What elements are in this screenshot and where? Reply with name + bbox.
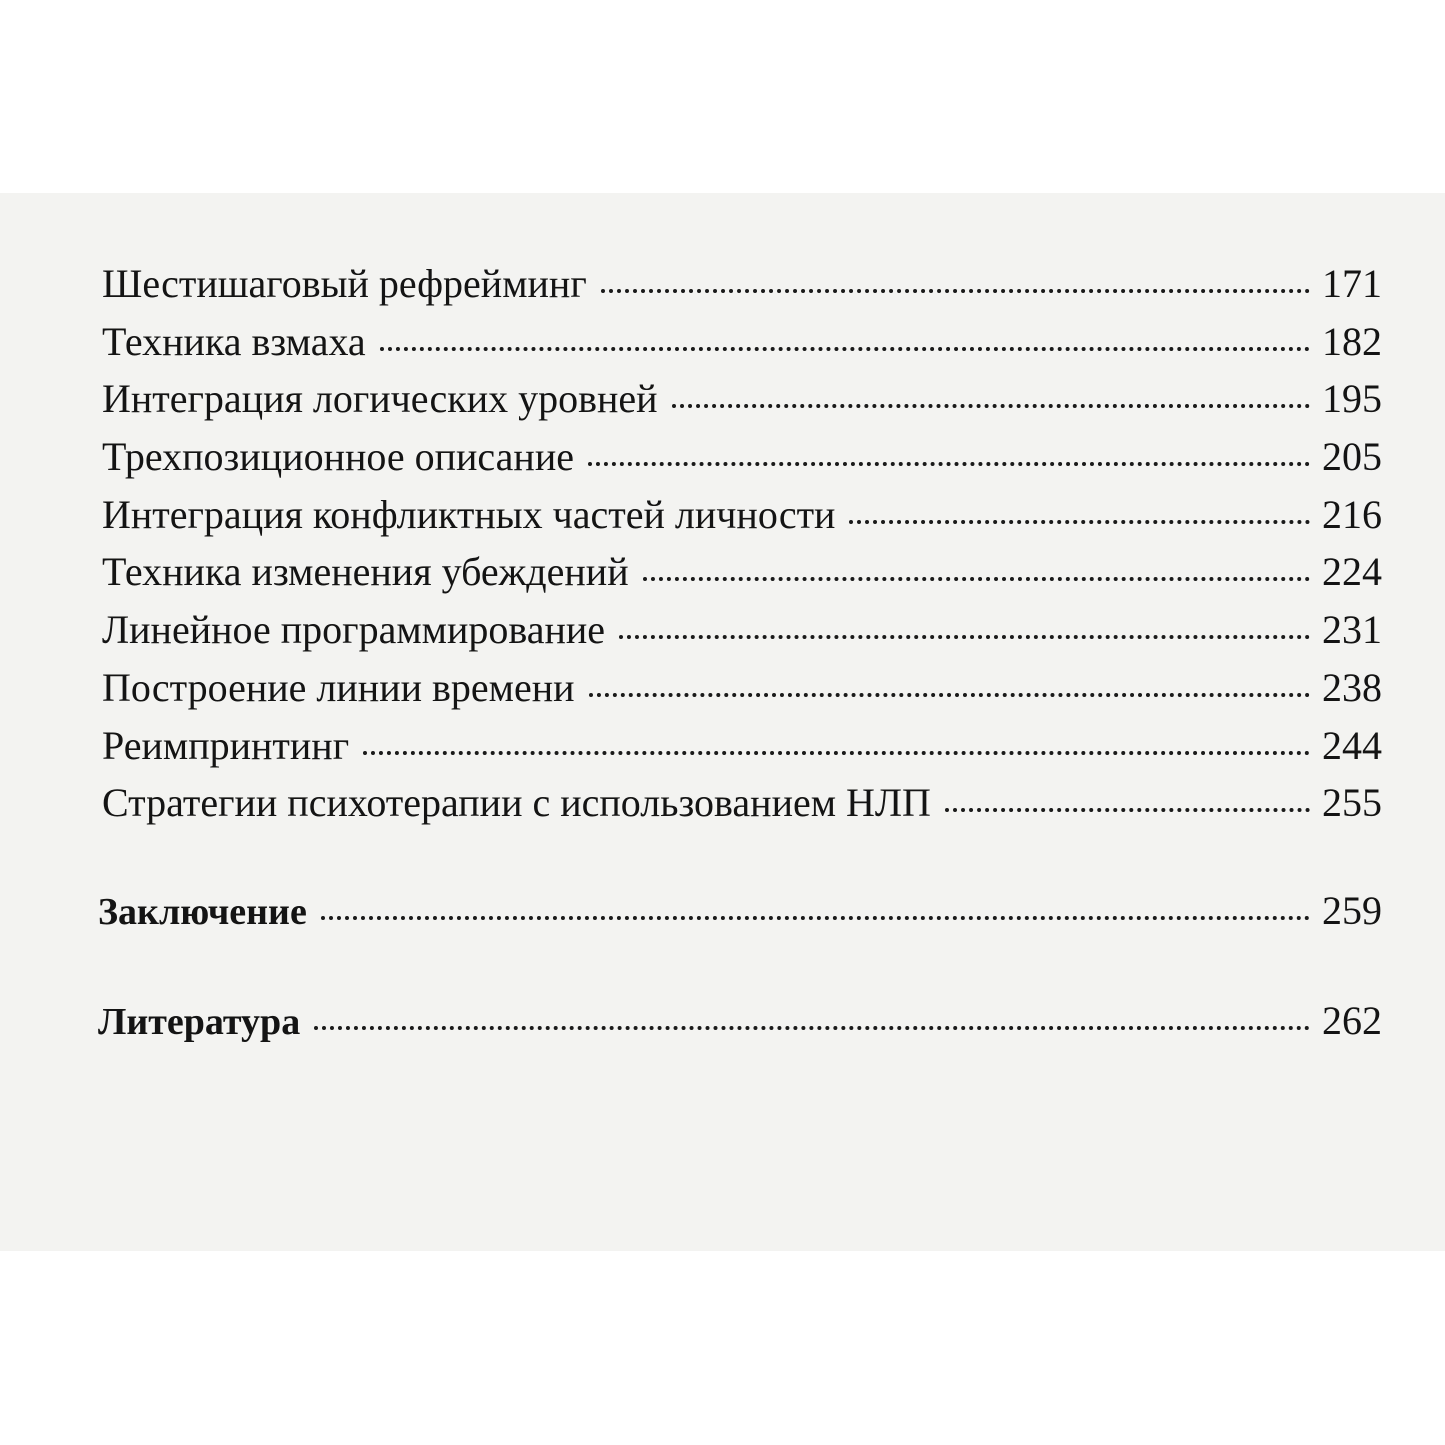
toc-entry <box>98 774 1382 832</box>
toc-entry <box>98 543 1382 601</box>
toc-entry-page: 171 <box>1322 261 1382 306</box>
toc-entry-title: Трехпозиционное описание <box>102 434 574 480</box>
toc-entry-page: 238 <box>1322 664 1382 710</box>
dot-leader <box>601 289 1310 293</box>
dot-leader <box>672 404 1310 408</box>
toc-entry-page: 205 <box>1322 434 1382 480</box>
table-of-contents <box>98 255 1382 1049</box>
dot-leader <box>589 693 1310 697</box>
toc-entry-title: Шестишаговый рефрейминг <box>102 261 587 306</box>
toc-section-title: Литература <box>98 1000 301 1043</box>
toc-section-literature <box>98 992 1382 1050</box>
dot-leader <box>619 635 1310 639</box>
dot-leader <box>945 808 1310 812</box>
toc-entry-title: Интеграция конфликтных частей личности <box>102 491 836 537</box>
toc-entry <box>98 486 1382 544</box>
toc-entry <box>98 428 1382 486</box>
toc-entry-page: 231 <box>1322 607 1382 653</box>
dot-leader <box>849 520 1310 524</box>
dot-leader <box>363 751 1310 755</box>
toc-entry <box>98 255 1382 313</box>
toc-entry-title: Реимпринтинг <box>102 722 350 768</box>
dot-leader <box>588 462 1310 466</box>
toc-entry-page: 224 <box>1322 549 1382 595</box>
dot-leader <box>643 577 1310 581</box>
toc-section-conclusion <box>98 882 1382 940</box>
toc-entry-page: 195 <box>1322 376 1382 422</box>
toc-entry-title: Интеграция логических уровней <box>102 376 658 422</box>
toc-entry-title: Техника изменения убеждений <box>102 549 629 595</box>
toc-section-page: 259 <box>1322 887 1382 933</box>
dot-leader <box>314 1026 1310 1030</box>
toc-entry <box>98 313 1382 371</box>
toc-entry-title: Стратегии психотерапии с использованием НЛП <box>102 780 931 826</box>
toc-entry-title: Построение линии времени <box>102 664 575 710</box>
toc-entry-page: 244 <box>1322 722 1382 768</box>
dot-leader <box>321 916 1310 920</box>
dot-leader <box>380 347 1310 351</box>
toc-entry <box>98 717 1382 775</box>
toc-section-page: 262 <box>1322 997 1382 1043</box>
toc-entry <box>98 370 1382 428</box>
toc-entry <box>98 659 1382 717</box>
toc-entry-page: 255 <box>1322 780 1382 826</box>
toc-section-title: Заключение <box>98 890 307 933</box>
toc-entry-page: 182 <box>1322 318 1382 364</box>
toc-entry-page: 216 <box>1322 491 1382 537</box>
toc-entry-title: Линейное программирование <box>102 607 606 653</box>
toc-entry-title: Техника взмаха <box>102 318 366 364</box>
toc-entry <box>98 601 1382 659</box>
